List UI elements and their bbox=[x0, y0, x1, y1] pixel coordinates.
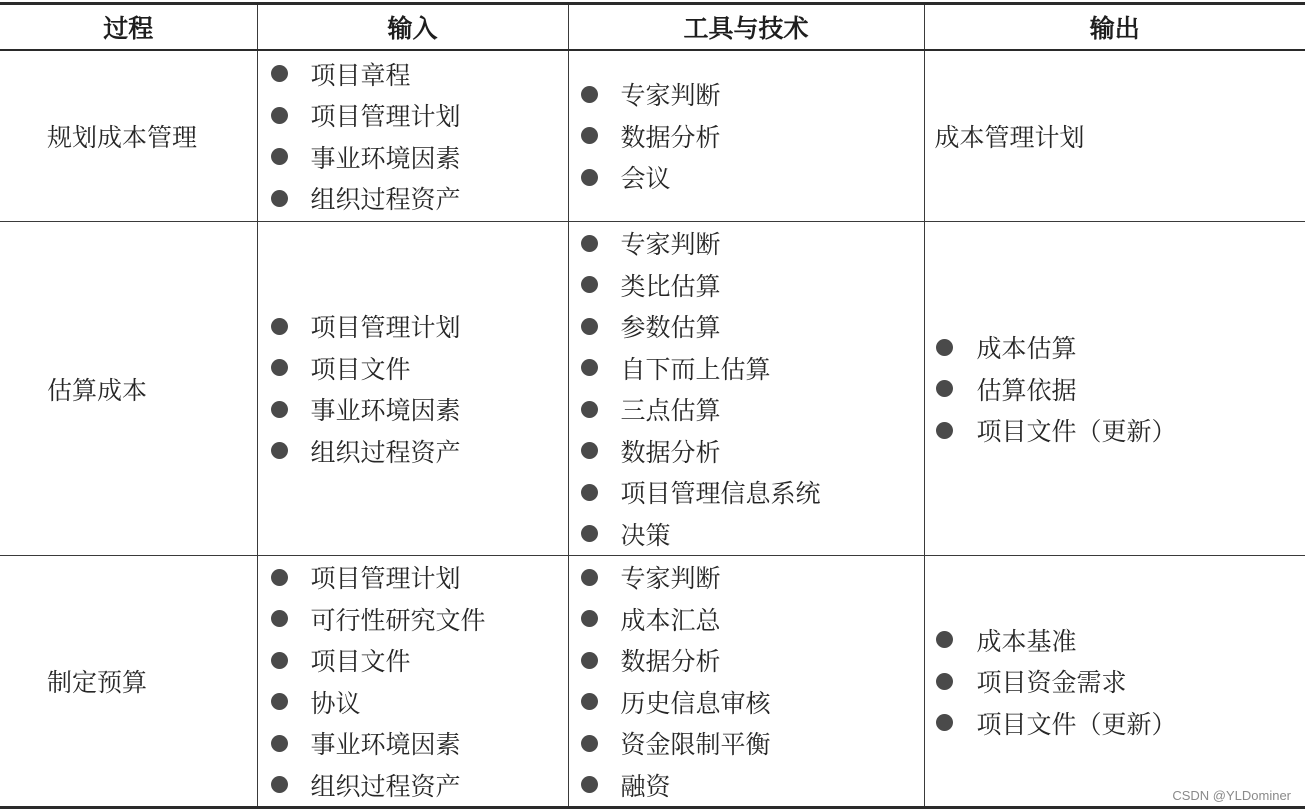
bullet-dot-icon bbox=[581, 169, 598, 186]
list-item-label: 项目资金需求 bbox=[976, 668, 1127, 697]
header-output: 输出 bbox=[924, 4, 1305, 50]
bullet-dot-icon bbox=[936, 673, 953, 690]
list-item bbox=[569, 157, 924, 199]
list-item-label: 协议 bbox=[310, 688, 361, 718]
list-item-label: 专家判断 bbox=[620, 564, 721, 594]
bullet-dot-icon bbox=[936, 380, 953, 397]
list-item bbox=[569, 681, 924, 723]
list-item bbox=[258, 640, 568, 682]
bullet-dot-icon bbox=[271, 148, 288, 165]
list-item-label: 事业环境因素 bbox=[310, 730, 461, 760]
bullet-dot-icon bbox=[581, 359, 598, 376]
inputs-cell bbox=[257, 222, 568, 556]
process-table-container bbox=[0, 2, 1305, 809]
bullet-dot-icon bbox=[271, 65, 288, 82]
list-item-label: 决策 bbox=[620, 520, 671, 550]
list-item bbox=[258, 389, 568, 431]
list-item bbox=[258, 598, 568, 640]
bullet-dot-icon bbox=[581, 442, 598, 459]
list-item bbox=[569, 764, 924, 806]
list-item bbox=[258, 557, 568, 599]
inputs-list bbox=[258, 53, 568, 219]
list-item-label: 类比估算 bbox=[620, 271, 721, 301]
list-item bbox=[569, 223, 924, 265]
list-item-label: 项目管理计划 bbox=[310, 313, 461, 343]
tools-cell bbox=[568, 50, 924, 222]
list-item bbox=[569, 264, 924, 306]
list-item bbox=[925, 368, 1306, 410]
tools-list bbox=[569, 557, 924, 806]
outputs-list bbox=[925, 619, 1306, 744]
list-item bbox=[258, 53, 568, 95]
bullet-dot-icon bbox=[271, 693, 288, 710]
list-item-label: 专家判断 bbox=[620, 230, 721, 260]
list-item bbox=[569, 347, 924, 389]
list-item bbox=[925, 619, 1306, 661]
list-item-label: 项目文件 bbox=[310, 647, 411, 677]
list-item bbox=[258, 177, 568, 219]
list-item-label: 数据分析 bbox=[620, 437, 721, 467]
inputs-cell bbox=[257, 556, 568, 808]
list-item-label: 项目文件 bbox=[310, 354, 411, 384]
list-item bbox=[569, 115, 924, 157]
inputs-list bbox=[258, 557, 568, 806]
list-item-label: 项目管理计划 bbox=[310, 102, 461, 131]
process-name-cell: 制定预算 bbox=[0, 556, 257, 808]
list-item bbox=[569, 557, 924, 599]
list-item bbox=[925, 660, 1306, 702]
inputs-cell bbox=[257, 50, 568, 222]
list-item bbox=[569, 430, 924, 472]
bullet-dot-icon bbox=[581, 86, 598, 103]
bullet-dot-icon bbox=[936, 714, 953, 731]
list-item-label: 资金限制平衡 bbox=[620, 730, 771, 760]
list-item-label: 历史信息审核 bbox=[620, 688, 771, 718]
inputs-list bbox=[258, 306, 568, 472]
bullet-dot-icon bbox=[581, 693, 598, 710]
list-item-label: 会议 bbox=[620, 164, 671, 194]
bullet-dot-icon bbox=[271, 359, 288, 376]
tools-list bbox=[569, 223, 924, 555]
bullet-dot-icon bbox=[936, 631, 953, 648]
bullet-dot-icon bbox=[271, 569, 288, 586]
bullet-dot-icon bbox=[581, 401, 598, 418]
list-item-label: 自下而上估算 bbox=[620, 354, 771, 384]
list-item bbox=[569, 472, 924, 514]
bullet-dot-icon bbox=[581, 652, 598, 669]
list-item-label: 事业环境因素 bbox=[310, 143, 461, 173]
list-item bbox=[569, 389, 924, 431]
header-tools: 工具与技术 bbox=[568, 4, 924, 50]
bullet-dot-icon bbox=[581, 235, 598, 252]
bullet-dot-icon bbox=[271, 652, 288, 669]
list-item bbox=[925, 409, 1306, 451]
list-item-label: 数据分析 bbox=[620, 647, 721, 677]
list-item-label: 项目管理计划 bbox=[310, 564, 461, 594]
bullet-dot-icon bbox=[936, 339, 953, 356]
list-item-label: 项目管理信息系统 bbox=[620, 479, 821, 509]
list-item bbox=[258, 306, 568, 348]
list-item bbox=[258, 94, 568, 136]
bullet-dot-icon bbox=[581, 735, 598, 752]
list-item-label: 组织过程资产 bbox=[310, 771, 461, 801]
list-item bbox=[925, 326, 1306, 368]
bullet-dot-icon bbox=[581, 318, 598, 335]
list-item bbox=[258, 136, 568, 178]
list-item bbox=[569, 513, 924, 555]
list-item-label: 事业环境因素 bbox=[310, 396, 461, 426]
outputs-cell bbox=[924, 556, 1305, 808]
list-item-label: 参数估算 bbox=[620, 313, 721, 343]
list-item bbox=[569, 74, 924, 116]
bullet-dot-icon bbox=[271, 190, 288, 207]
list-item-label: 可行性研究文件 bbox=[310, 605, 486, 635]
bullet-dot-icon bbox=[271, 401, 288, 418]
output-text-cell: 成本管理计划 bbox=[924, 50, 1305, 222]
list-item-label: 三点估算 bbox=[620, 396, 721, 426]
bullet-dot-icon bbox=[271, 776, 288, 793]
bullet-dot-icon bbox=[271, 610, 288, 627]
header-input: 输入 bbox=[257, 4, 568, 50]
list-item-label: 成本汇总 bbox=[620, 605, 721, 635]
list-item-label: 估算依据 bbox=[976, 375, 1077, 405]
list-item-label: 项目文件（更新） bbox=[976, 709, 1177, 739]
table-row bbox=[0, 556, 1305, 808]
bullet-dot-icon bbox=[271, 735, 288, 752]
outputs-list bbox=[925, 326, 1306, 451]
tools-list bbox=[569, 74, 924, 199]
list-item-label: 数据分析 bbox=[620, 122, 721, 152]
process-name-cell: 规划成本管理 bbox=[0, 50, 257, 222]
table-header-row bbox=[0, 4, 1305, 50]
list-item-label: 组织过程资产 bbox=[310, 437, 461, 467]
list-item-label: 组织过程资产 bbox=[310, 185, 461, 214]
tools-cell bbox=[568, 222, 924, 556]
list-item bbox=[925, 702, 1306, 744]
bullet-dot-icon bbox=[581, 484, 598, 501]
outputs-cell bbox=[924, 222, 1305, 556]
list-item bbox=[569, 640, 924, 682]
source-watermark: CSDN @YLDominer bbox=[1172, 788, 1291, 803]
bullet-dot-icon bbox=[581, 525, 598, 542]
list-item bbox=[258, 764, 568, 806]
bullet-dot-icon bbox=[581, 127, 598, 144]
bullet-dot-icon bbox=[271, 318, 288, 335]
process-name-cell: 估算成本 bbox=[0, 222, 257, 556]
bullet-dot-icon bbox=[936, 422, 953, 439]
list-item-label: 专家判断 bbox=[620, 81, 721, 111]
list-item bbox=[258, 430, 568, 472]
list-item-label: 融资 bbox=[620, 771, 671, 801]
bullet-dot-icon bbox=[271, 442, 288, 459]
bullet-dot-icon bbox=[271, 107, 288, 124]
list-item bbox=[569, 598, 924, 640]
table-row bbox=[0, 50, 1305, 222]
list-item bbox=[569, 306, 924, 348]
header-process: 过程 bbox=[0, 4, 257, 50]
list-item-label: 项目章程 bbox=[310, 60, 411, 90]
list-item-label: 成本估算 bbox=[976, 334, 1077, 363]
table-row bbox=[0, 222, 1305, 556]
list-item-label: 成本基准 bbox=[976, 626, 1077, 656]
list-item bbox=[258, 681, 568, 723]
list-item-label: 项目文件（更新） bbox=[976, 417, 1177, 446]
bullet-dot-icon bbox=[581, 276, 598, 293]
tools-cell bbox=[568, 556, 924, 808]
list-item bbox=[569, 723, 924, 765]
bullet-dot-icon bbox=[581, 776, 598, 793]
bullet-dot-icon bbox=[581, 610, 598, 627]
list-item bbox=[258, 347, 568, 389]
bullet-dot-icon bbox=[581, 569, 598, 586]
list-item bbox=[258, 723, 568, 765]
cost-management-process-table bbox=[0, 2, 1305, 809]
